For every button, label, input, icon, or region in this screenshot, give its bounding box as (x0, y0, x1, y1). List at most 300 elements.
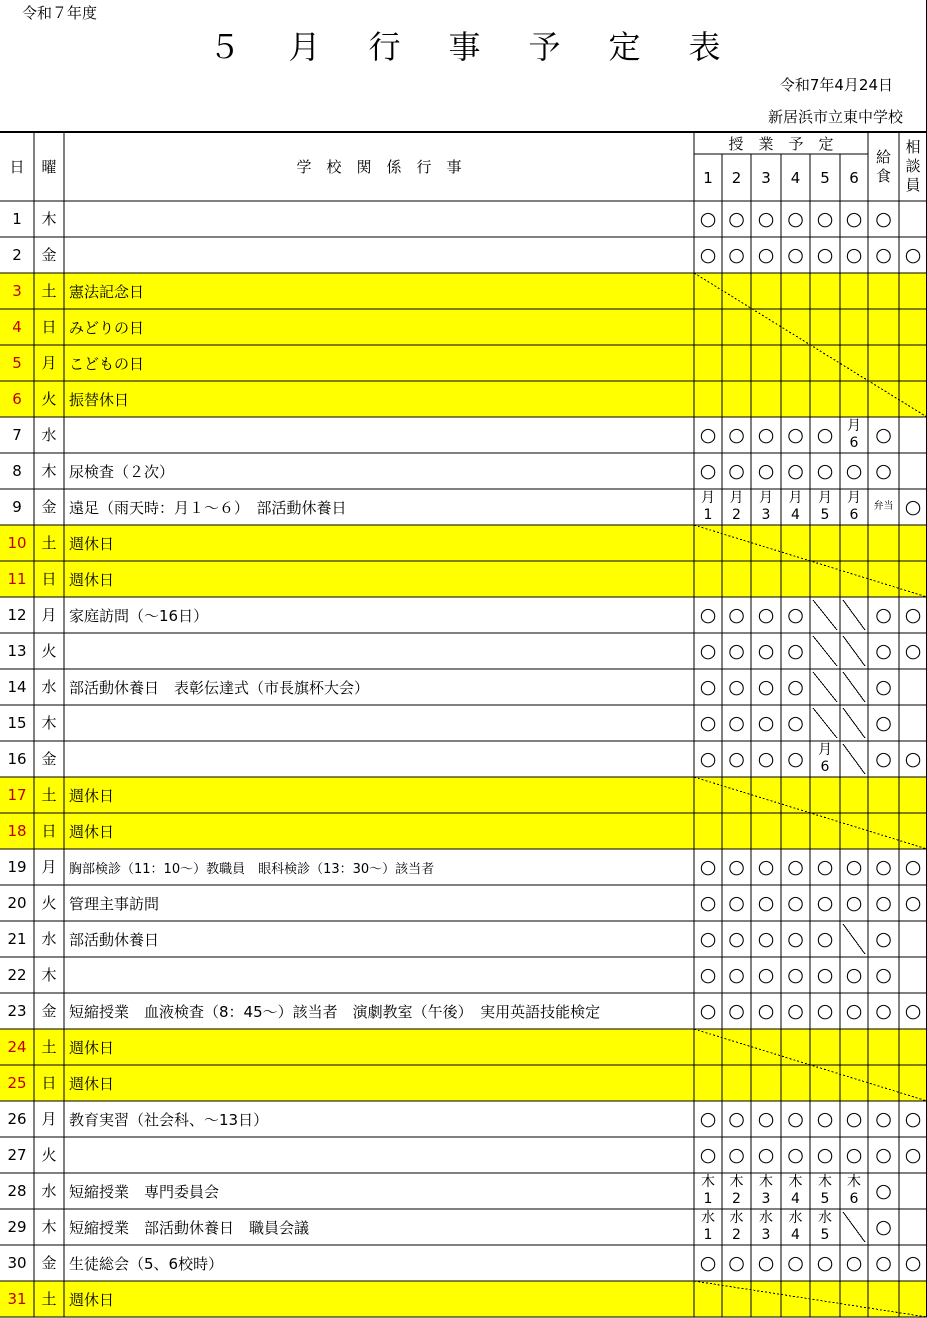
col-header-consult-char: 談 (905, 157, 921, 175)
lesson-mark: ○ (757, 1251, 775, 1274)
lesson-swap-char: 水 (759, 1210, 773, 1226)
lesson-swap (722, 1209, 751, 1245)
lesson-swap (810, 1173, 840, 1209)
lesson-mark: ○ (845, 1143, 863, 1166)
lesson-mark: ○ (816, 459, 834, 482)
lesson-mark: ○ (816, 1143, 834, 1166)
lesson-mark: ○ (787, 1143, 804, 1166)
weekday: 日 (41, 821, 57, 840)
lesson-mark: ○ (699, 639, 717, 662)
event-text: 週休日 (69, 822, 115, 841)
event-text: 週休日 (69, 1290, 115, 1309)
consult-mark (899, 1209, 927, 1245)
lesson-mark: ○ (728, 963, 745, 986)
event-text: 短縮授業 血液検査（8：45～）該当者 演劇教室（午後） 実用英語技能検定 (69, 1002, 601, 1021)
lunch-mark: ○ (875, 639, 892, 662)
event-text: 振替休日 (69, 390, 130, 409)
lesson-swap (694, 489, 722, 525)
lesson-swap-char: 5 (820, 1191, 830, 1207)
lesson-swap-char: 3 (761, 1191, 771, 1207)
consult-mark: ○ (904, 1251, 922, 1274)
lesson-swap (751, 1209, 781, 1245)
no-class-slash (813, 708, 837, 738)
day-number: 28 (7, 1181, 27, 1200)
day-number: 27 (7, 1145, 27, 1164)
col-header-period: 5 (820, 168, 830, 187)
consult-mark: ○ (904, 855, 922, 878)
lesson-swap-char: 月 (788, 490, 803, 506)
consult-mark: ○ (904, 999, 922, 1022)
lesson-swap-char: 1 (703, 1191, 713, 1207)
lesson-mark: ○ (787, 639, 804, 662)
lesson-mark: ○ (816, 243, 834, 266)
lunch-mark: ○ (875, 747, 892, 770)
lesson-mark: ○ (787, 711, 804, 734)
lesson-mark: ○ (728, 927, 745, 950)
weekday: 土 (41, 533, 57, 552)
event-text (64, 633, 694, 669)
event-text: 短縮授業 部活動休養日 職員会議 (69, 1218, 310, 1237)
lesson-swap-char: 3 (761, 1227, 771, 1243)
consult-mark: ○ (904, 891, 922, 914)
lesson-swap-char: 月 (759, 490, 773, 506)
consult-mark: ○ (904, 1107, 922, 1130)
lesson-mark: ○ (845, 999, 863, 1022)
event-text (64, 417, 694, 453)
weekday: 月 (41, 605, 57, 624)
lesson-mark: ○ (699, 243, 717, 266)
consult-mark: ○ (904, 495, 922, 518)
school-name: 新居浜市立東中学校 (767, 108, 903, 126)
col-header-day: 日 (9, 158, 25, 176)
no-class-slash (813, 672, 837, 702)
weekday: 火 (41, 893, 57, 912)
lesson-mark: ○ (757, 603, 775, 626)
lesson-mark: ○ (699, 963, 717, 986)
weekday: 土 (41, 785, 57, 804)
weekday: 金 (41, 497, 57, 516)
event-text (64, 957, 694, 993)
fiscal-year-label: 令和７年度 (22, 4, 98, 22)
weekday: 日 (41, 317, 57, 336)
lesson-mark: ○ (757, 963, 775, 986)
lesson-swap-char: 1 (703, 507, 713, 523)
lesson-mark: ○ (787, 459, 804, 482)
lesson-mark: ○ (699, 1107, 717, 1130)
weekday: 月 (41, 857, 57, 876)
weekday: 水 (41, 929, 57, 948)
event-text: 短縮授業 専門委員会 (69, 1182, 220, 1201)
col-header-consult-char: 相 (905, 138, 921, 156)
lunch-mark: ○ (875, 1107, 892, 1130)
lesson-swap-char: 木 (847, 1174, 861, 1190)
lunch-mark: ○ (875, 855, 892, 878)
lesson-swap-char: 2 (732, 507, 741, 523)
lesson-swap-char: 月 (729, 490, 744, 506)
day-number: 7 (12, 425, 22, 444)
lesson-swap-char: 3 (761, 507, 771, 523)
lesson-swap-char: 6 (820, 759, 830, 775)
lesson-mark: ○ (845, 243, 863, 266)
lunch-mark: 弁当 (873, 501, 894, 512)
lesson-swap (840, 489, 868, 525)
day-number: 26 (7, 1109, 27, 1128)
lesson-mark: ○ (757, 855, 775, 878)
lesson-swap-char: 月 (847, 490, 861, 506)
day-number: 9 (12, 497, 22, 516)
event-text: 憲法記念日 (69, 282, 145, 301)
day-number: 21 (7, 929, 27, 948)
event-text: 部活動休養日 (69, 930, 160, 949)
lesson-mark: ○ (845, 963, 863, 986)
lesson-mark: ○ (816, 1251, 834, 1274)
col-header-lessons: 授 業 予 定 (728, 134, 834, 153)
consult-mark (899, 957, 927, 993)
day-number: 14 (7, 677, 27, 696)
lesson-mark: ○ (728, 1251, 745, 1274)
lunch-mark: ○ (875, 675, 892, 698)
lunch-mark: ○ (875, 1179, 892, 1202)
no-class-slash (843, 600, 865, 630)
weekday: 金 (41, 749, 57, 768)
event-text (64, 705, 694, 741)
weekday: 火 (41, 389, 57, 408)
weekday: 火 (41, 641, 57, 660)
lesson-mark: ○ (699, 1143, 717, 1166)
consult-mark (899, 921, 927, 957)
event-text: みどりの日 (69, 318, 145, 337)
lesson-mark: ○ (728, 855, 745, 878)
lesson-swap (694, 1173, 722, 1209)
lesson-mark: ○ (757, 243, 775, 266)
lesson-swap-char: 2 (732, 1191, 741, 1207)
day-number: 22 (7, 965, 27, 984)
consult-mark (899, 705, 927, 741)
event-text: 尿検査（２次） (69, 462, 175, 481)
weekday: 土 (41, 1037, 57, 1056)
col-header-events: 学 校 関 係 行 事 (296, 158, 462, 176)
event-text: 家庭訪問（～16日） (69, 606, 209, 625)
no-class-slash (843, 744, 865, 774)
lesson-mark: ○ (816, 963, 834, 986)
lesson-swap (751, 489, 781, 525)
day-number: 20 (7, 893, 27, 912)
lesson-mark: ○ (699, 1251, 717, 1274)
consult-mark (899, 453, 927, 489)
lesson-mark: ○ (787, 927, 804, 950)
lesson-mark: ○ (699, 711, 717, 734)
lesson-mark: ○ (757, 207, 775, 230)
day-number: 5 (12, 353, 22, 372)
lesson-mark: ○ (699, 891, 717, 914)
consult-mark: ○ (904, 639, 922, 662)
day-number: 13 (7, 641, 27, 660)
lesson-swap-char: 木 (729, 1174, 744, 1190)
lesson-mark: ○ (845, 207, 863, 230)
lesson-mark: ○ (787, 243, 804, 266)
lesson-swap-char: 4 (791, 1191, 800, 1207)
event-text (64, 237, 694, 273)
lesson-mark: ○ (816, 1107, 834, 1130)
weekday: 月 (41, 353, 57, 372)
lesson-mark: ○ (787, 747, 804, 770)
day-number: 6 (12, 389, 22, 408)
lesson-mark: ○ (787, 891, 804, 914)
event-text: 部活動休養日 表彰伝達式（市長旗杯大会） (69, 678, 370, 697)
day-number: 4 (12, 317, 22, 336)
lesson-swap-char: 水 (701, 1210, 715, 1226)
lesson-swap-char: 2 (732, 1227, 741, 1243)
lesson-mark: ○ (787, 207, 804, 230)
event-text: 週休日 (69, 1038, 115, 1057)
col-header-period: 4 (790, 168, 801, 187)
event-text (64, 741, 694, 777)
no-class-slash (843, 708, 865, 738)
consult-mark (899, 201, 927, 237)
weekday: 木 (41, 209, 57, 228)
day-number: 8 (12, 461, 22, 480)
lesson-mark: ○ (787, 1107, 804, 1130)
lesson-mark: ○ (757, 711, 775, 734)
day-number: 30 (7, 1253, 27, 1272)
consult-mark: ○ (904, 603, 922, 626)
event-text: 管理主事訪問 (69, 894, 160, 913)
lesson-swap (840, 1173, 868, 1209)
lesson-swap-char: 木 (759, 1174, 773, 1190)
col-header-period: 3 (761, 168, 771, 187)
col-header-lunch (868, 132, 899, 201)
lesson-mark: ○ (757, 1107, 775, 1130)
lesson-mark: ○ (757, 675, 775, 698)
col-header-weekday: 曜 (41, 158, 57, 176)
event-text: 生徒総会（5、6校時） (69, 1254, 224, 1273)
event-text: 週休日 (69, 1074, 115, 1093)
consult-mark (899, 417, 927, 453)
no-class-slash (843, 924, 865, 954)
day-number: 18 (7, 821, 27, 840)
lunch-mark: ○ (875, 963, 892, 986)
weekday: 金 (41, 1001, 57, 1020)
lesson-mark: ○ (787, 1251, 804, 1274)
lesson-mark: ○ (757, 999, 775, 1022)
no-class-slash (813, 600, 837, 630)
lesson-mark: ○ (787, 963, 804, 986)
weekday: 土 (41, 1289, 57, 1308)
lesson-swap-char: 木 (701, 1174, 715, 1190)
lesson-mark: ○ (845, 855, 863, 878)
weekday: 木 (41, 461, 57, 480)
lesson-swap-char: 5 (820, 507, 830, 523)
event-text (64, 1137, 694, 1173)
lesson-swap-char: 木 (788, 1174, 803, 1190)
lesson-mark: ○ (757, 891, 775, 914)
lunch-mark: ○ (875, 603, 892, 626)
day-number: 11 (7, 569, 27, 588)
day-number: 1 (12, 209, 22, 228)
lesson-swap (840, 417, 868, 453)
lunch-mark: ○ (875, 1215, 892, 1238)
day-number: 3 (12, 281, 22, 300)
consult-mark: ○ (904, 747, 922, 770)
lesson-mark: ○ (699, 855, 717, 878)
lesson-swap-char: 6 (849, 435, 859, 451)
lesson-mark: ○ (728, 207, 745, 230)
lesson-swap (810, 489, 840, 525)
day-number: 19 (7, 857, 27, 876)
lesson-mark: ○ (757, 1143, 775, 1166)
lunch-mark: ○ (875, 207, 892, 230)
lunch-mark: ○ (875, 459, 892, 482)
consult-mark (899, 1173, 927, 1209)
lesson-mark: ○ (757, 639, 775, 662)
col-header-lunch-char: 給 (875, 147, 891, 166)
lesson-swap-char: 5 (820, 1227, 830, 1243)
day-number: 2 (12, 245, 22, 264)
weekday: 水 (41, 677, 57, 696)
weekday: 木 (41, 1217, 57, 1236)
lesson-swap (722, 1173, 751, 1209)
event-text: 教育実習（社会科、～13日） (69, 1110, 269, 1129)
lesson-swap-char: 月 (818, 490, 832, 506)
lesson-mark: ○ (728, 639, 745, 662)
weekday: 土 (41, 281, 57, 300)
event-text: 週休日 (69, 570, 115, 589)
lesson-swap (694, 1209, 722, 1245)
lesson-swap-char: 水 (818, 1210, 832, 1226)
weekday: 水 (41, 1181, 57, 1200)
page-title: ５ 月 行 事 予 定 表 (208, 28, 729, 66)
lesson-mark: ○ (816, 423, 834, 446)
weekday: 木 (41, 713, 57, 732)
lesson-mark: ○ (699, 747, 717, 770)
weekday: 金 (41, 245, 57, 264)
lesson-mark: ○ (757, 747, 775, 770)
lesson-mark: ○ (699, 423, 717, 446)
event-text: こどもの日 (69, 354, 145, 373)
lesson-mark: ○ (728, 423, 745, 446)
event-text: 遠足（雨天時：月１～６） 部活動休養日 (69, 498, 347, 517)
issued-date: 令和7年4月24日 (779, 76, 893, 94)
lesson-swap-char: 水 (788, 1210, 803, 1226)
lesson-mark: ○ (728, 999, 745, 1022)
weekday: 日 (41, 569, 57, 588)
lunch-mark: ○ (875, 1251, 892, 1274)
lesson-swap-char: 月 (701, 490, 715, 506)
lesson-swap (810, 1209, 840, 1245)
day-number: 24 (7, 1037, 27, 1056)
lesson-mark: ○ (816, 927, 834, 950)
lesson-mark: ○ (816, 891, 834, 914)
lesson-mark: ○ (787, 675, 804, 698)
col-header-period: 2 (731, 168, 742, 187)
no-class-slash (843, 1212, 865, 1242)
lunch-mark: ○ (875, 243, 892, 266)
weekday: 日 (41, 1073, 57, 1092)
lesson-mark: ○ (787, 423, 804, 446)
day-number: 17 (7, 785, 27, 804)
lesson-mark: ○ (787, 855, 804, 878)
event-text: 胸部検診（11：10～）教職員 眼科検診（13：30～）該当者 (69, 861, 435, 877)
no-class-slash (843, 636, 865, 666)
day-number: 15 (7, 713, 27, 732)
lesson-mark: ○ (757, 459, 775, 482)
day-number: 16 (7, 749, 27, 768)
lunch-mark: ○ (875, 891, 892, 914)
weekday: 木 (41, 965, 57, 984)
lesson-mark: ○ (728, 891, 745, 914)
lesson-mark: ○ (845, 459, 863, 482)
lesson-swap (810, 741, 840, 777)
event-text: 週休日 (69, 786, 115, 805)
day-number: 10 (7, 533, 27, 552)
lesson-mark: ○ (728, 1143, 745, 1166)
no-class-slash (813, 636, 837, 666)
lesson-mark: ○ (728, 459, 745, 482)
lesson-swap-char: 月 (847, 418, 861, 434)
lesson-mark: ○ (757, 927, 775, 950)
lesson-mark: ○ (699, 207, 717, 230)
consult-mark: ○ (904, 1143, 922, 1166)
col-header-period: 6 (849, 168, 859, 187)
no-class-slash (843, 672, 865, 702)
lesson-swap-char: 6 (849, 507, 859, 523)
lesson-mark: ○ (728, 243, 745, 266)
lesson-swap-char: 6 (849, 1191, 859, 1207)
lesson-swap (781, 489, 810, 525)
lunch-mark: ○ (875, 927, 892, 950)
lesson-mark: ○ (787, 603, 804, 626)
lesson-mark: ○ (845, 891, 863, 914)
day-number: 12 (7, 605, 27, 624)
lesson-mark: ○ (757, 423, 775, 446)
lesson-mark: ○ (699, 603, 717, 626)
lunch-mark: ○ (875, 423, 892, 446)
day-number: 31 (7, 1289, 27, 1308)
weekday: 金 (41, 1253, 57, 1272)
day-number: 25 (7, 1073, 27, 1092)
lesson-swap-char: 4 (791, 1227, 800, 1243)
weekday: 火 (41, 1145, 57, 1164)
lesson-mark: ○ (816, 999, 834, 1022)
lesson-mark: ○ (699, 927, 717, 950)
lunch-mark: ○ (875, 999, 892, 1022)
event-text: 週休日 (69, 534, 115, 553)
col-header-period: 1 (703, 168, 713, 187)
consult-mark: ○ (904, 243, 922, 266)
lesson-swap-char: 1 (703, 1227, 713, 1243)
lunch-mark: ○ (875, 711, 892, 734)
lesson-swap (751, 1173, 781, 1209)
lesson-mark: ○ (816, 207, 834, 230)
weekday: 月 (41, 1109, 57, 1128)
lesson-swap-char: 4 (791, 507, 800, 523)
lesson-mark: ○ (699, 459, 717, 482)
lesson-mark: ○ (816, 855, 834, 878)
lesson-swap-char: 木 (818, 1174, 832, 1190)
col-header-consult (899, 132, 927, 201)
lesson-mark: ○ (728, 711, 745, 734)
lesson-swap-char: 月 (818, 742, 832, 758)
lesson-mark: ○ (728, 675, 745, 698)
lesson-mark: ○ (728, 747, 745, 770)
consult-mark (899, 669, 927, 705)
lesson-mark: ○ (787, 999, 804, 1022)
lesson-mark: ○ (699, 675, 717, 698)
lesson-mark: ○ (845, 1251, 863, 1274)
col-header-consult-char: 員 (905, 176, 921, 194)
lesson-swap (722, 489, 751, 525)
weekday: 水 (41, 425, 57, 444)
